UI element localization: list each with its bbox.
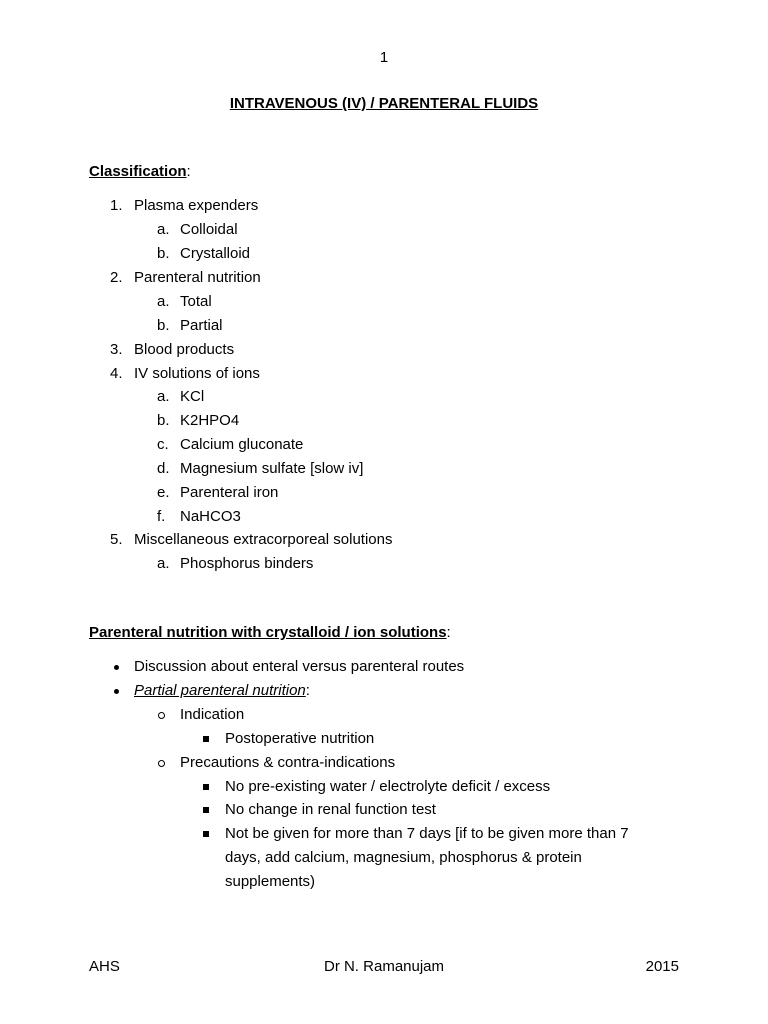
list-marker: 4. xyxy=(110,365,123,382)
list-item: Crystalloid xyxy=(180,245,251,262)
list-item: Blood products xyxy=(134,341,235,358)
bullet-square-icon xyxy=(203,807,209,813)
bullet-circle-icon xyxy=(158,760,165,767)
footer-right: 2015 xyxy=(645,958,679,975)
document-title: INTRAVENOUS (IV) / PARENTERAL FLUIDS xyxy=(229,95,539,112)
list-item: IV solutions of ions xyxy=(134,365,260,382)
list-marker: 1. xyxy=(110,197,123,214)
bullet-dot-icon xyxy=(114,689,119,694)
list-item: Precautions & contra-indications xyxy=(180,754,396,771)
list-item: Postoperative nutrition xyxy=(225,730,375,747)
list-marker: d. xyxy=(157,460,170,477)
list-marker: e. xyxy=(157,484,170,501)
list-marker: b. xyxy=(157,412,170,429)
list-item: Magnesium sulfate [slow iv] xyxy=(180,460,364,477)
page-number: 1 xyxy=(379,49,389,66)
footer-left: AHS xyxy=(89,958,120,975)
list-item: Parenteral nutrition xyxy=(134,269,261,286)
list-marker: 2. xyxy=(110,269,123,286)
parenteral-heading xyxy=(89,623,451,643)
list-item: No change in renal function test xyxy=(225,801,436,818)
bullet-square-icon xyxy=(203,736,209,742)
list-item: Calcium gluconate xyxy=(180,436,304,453)
list-marker: a. xyxy=(157,555,170,572)
list-item: K2HPO4 xyxy=(180,412,240,429)
list-item-continuation: days, add calcium, magnesium, phosphorus & protein xyxy=(225,849,582,866)
list-item: Parenteral iron xyxy=(180,484,279,501)
list-marker: b. xyxy=(157,245,170,262)
bullet-circle-icon xyxy=(158,712,165,719)
list-item: Partial xyxy=(180,317,223,334)
parenteral-heading-text: Parenteral nutrition with crystalloid / ion solutions xyxy=(89,624,447,641)
list-marker: f. xyxy=(157,508,166,525)
list-marker: c. xyxy=(157,436,169,453)
classification-heading xyxy=(89,162,191,182)
partial-parenteral-label: Partial parenteral nutrition xyxy=(134,682,306,699)
bullet-dot-icon xyxy=(114,665,119,670)
classification-heading-colon: : xyxy=(186,163,191,180)
list-marker: 5. xyxy=(110,531,123,548)
bullet-square-icon xyxy=(203,831,209,837)
list-item: Indication xyxy=(180,706,245,723)
list-item: No pre-existing water / electrolyte deficit / excess xyxy=(225,778,551,795)
bullet-square-icon xyxy=(203,784,209,790)
list-item xyxy=(134,681,310,701)
list-item: Discussion about enteral versus parenteral routes xyxy=(134,658,465,675)
list-marker: a. xyxy=(157,388,170,405)
list-marker: a. xyxy=(157,221,170,238)
list-marker: a. xyxy=(157,293,170,310)
list-marker: 3. xyxy=(110,341,123,358)
list-item: Phosphorus binders xyxy=(180,555,314,572)
list-item: Plasma expenders xyxy=(134,197,259,214)
list-item: Miscellaneous extracorporeal solutions xyxy=(134,531,393,548)
list-item: Not be given for more than 7 days [if to be given more than 7 xyxy=(225,825,629,842)
list-item: Colloidal xyxy=(180,221,238,238)
list-item: Total xyxy=(180,293,212,310)
partial-parenteral-colon: : xyxy=(305,682,310,699)
list-item: NaHCO3 xyxy=(180,508,241,525)
list-marker: b. xyxy=(157,317,170,334)
list-item-continuation: supplements) xyxy=(225,873,316,890)
classification-heading-text: Classification xyxy=(89,163,187,180)
list-item: KCl xyxy=(180,388,205,405)
footer-center: Dr N. Ramanujam xyxy=(323,958,445,975)
parenteral-heading-colon: : xyxy=(446,624,451,641)
